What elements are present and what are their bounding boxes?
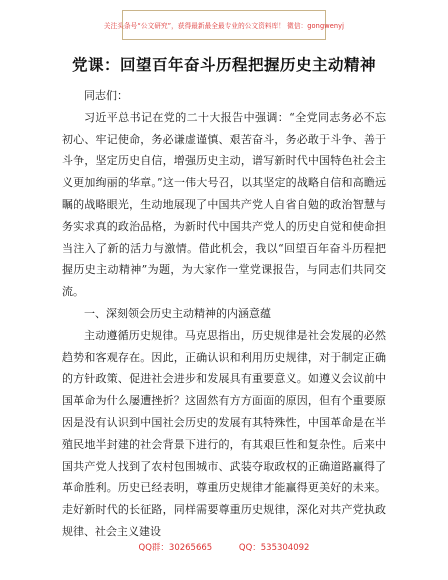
promo-banner (103, 10, 345, 40)
document-body (62, 85, 386, 543)
document-title: 党课：回望百年奋斗历程把握历史主动精神 (71, 56, 376, 74)
paragraph-intro: 习近平总书记在党的二十大报告中强调：“全党同志务必不忘初心、牢记使命，务必谦虚谨慎、艰苦奋斗，务必敢于斗争、善于斗争，坚定历史自信，增强历史主动，谱写新时代中国特色社会主义更加绚丽的华章。”这一伟大号召，以其坚定的战略自信和高瞻远瞩的战略眼光，生动地展现了中国共产党人自省自勉的政治智慧与务实求真的政治品格，为新时代中国共产党人的历史自觉和使命担当注入了新的活力与激情。借此机会，我以“回望百年奋斗历程把握历史主动精神”为题，为大家作一堂党课报告，与同志们共同交流。 (62, 110, 386, 299)
footer-qq-group: QQ群：30265665 (138, 543, 213, 553)
promo-text: 关注头条号“公文研究”，获得最新最全最专业的公文资料库！ 微信：gongwenyj (103, 22, 345, 30)
section-heading: 一、深刻领会历史主动精神的内涵意蕴 (84, 306, 271, 320)
paragraph-section-one: 主动遵循历史规律。马克思指出，历史规律是社会发展的必然趋势和客观存在。因此，正确认识和利用历史规律，对于制定正确的方针政策、促进社会进步和发展具有重要意义。如遵义会议前中国革命为什么屡遭挫折？这固然有方方面面的原因，但有个重要原因是没有认识到中国社会历史的发展有其特殊性，中国革命是在半殖民地半封建的社会背景下进行的，有其艰巨性和复杂性。后来中国共产党人找到了农村包围城市、武装夺取政权的正确道路赢得了革命胜利。历史已经表明，尊重历史规律才能赢得更美好的未来。走好新时代的长征路，同样需要尊重历史规律，深化对共产党执政规律、社会主义建设 (62, 328, 386, 538)
footer-contact (0, 541, 448, 553)
footer-qq: QQ：535304092 (238, 543, 310, 553)
salutation: 同志们： (84, 89, 128, 102)
